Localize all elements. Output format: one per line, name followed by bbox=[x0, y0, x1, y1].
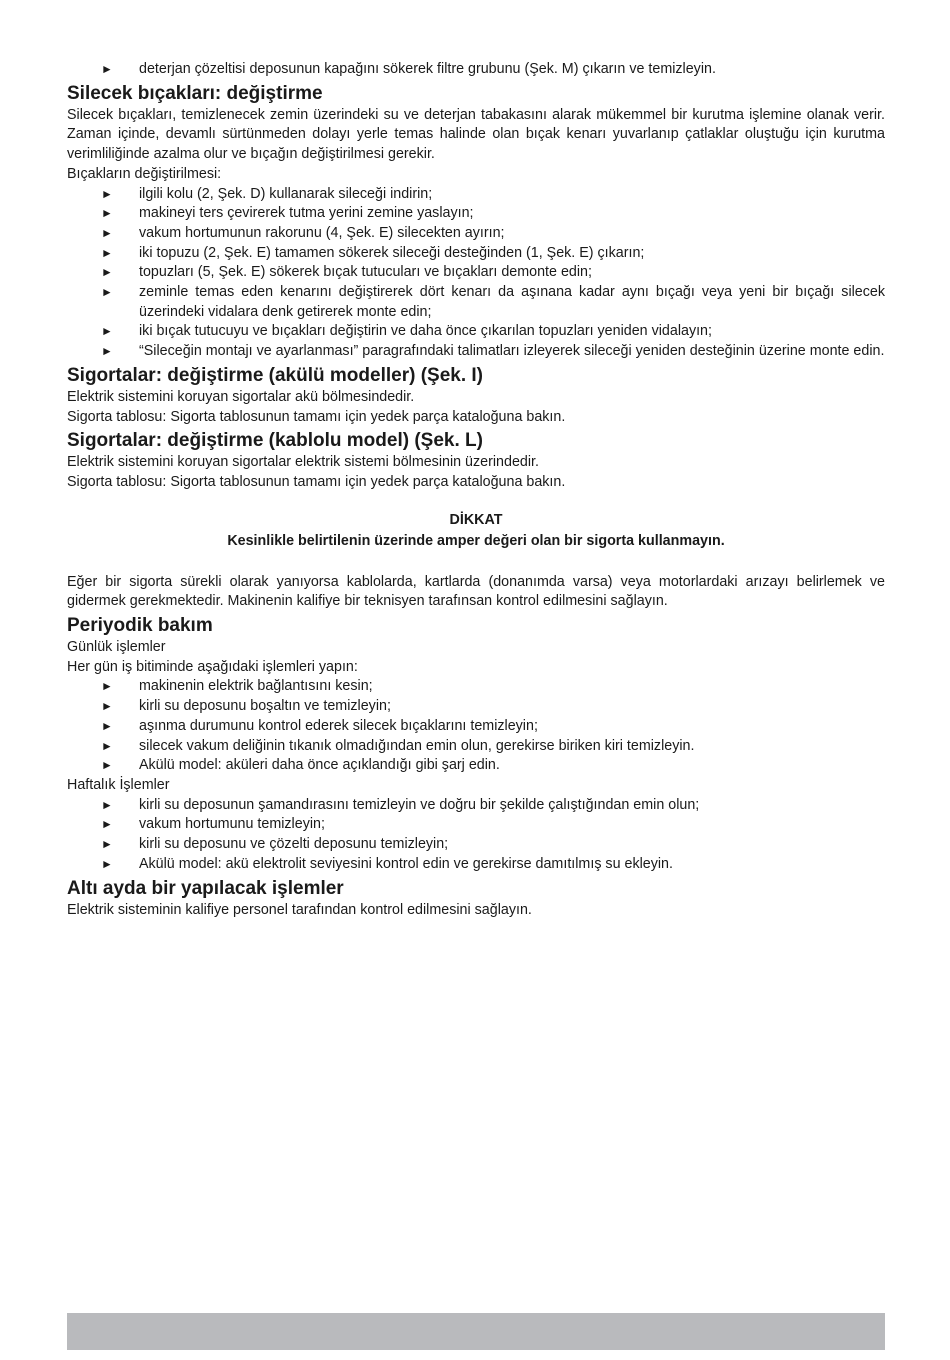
section-heading-periodic: Periyodik bakım bbox=[67, 615, 213, 637]
warning-notice bbox=[67, 510, 885, 552]
list-item bbox=[67, 263, 885, 283]
list-item bbox=[67, 185, 885, 205]
fuses-battery-line2: Sigorta tablosu: Sigorta tablosunun tamamı için yedek parça kataloğuna bakın. bbox=[67, 408, 566, 425]
daily-intro: Her gün iş bitiminde aşağıdaki işlemleri yapın: bbox=[67, 658, 358, 675]
arrow-bullet-icon: ► bbox=[101, 324, 113, 339]
bullet-text: Akülü model: akü elektrolit seviyesini kontrol edin ve gerekirse damıtılmış su ekleyin. bbox=[139, 855, 673, 872]
list-item bbox=[67, 224, 885, 244]
arrow-bullet-icon: ► bbox=[101, 186, 113, 201]
arrow-bullet-icon: ► bbox=[101, 856, 113, 871]
arrow-bullet-icon: ► bbox=[101, 797, 113, 812]
list-item bbox=[67, 342, 885, 362]
bullet-text: topuzları (5, Şek. E) sökerek bıçak tutucuları ve bıçakları demonte edin; bbox=[139, 264, 592, 281]
list-item bbox=[67, 796, 885, 816]
list-item bbox=[67, 756, 885, 776]
list-item bbox=[67, 283, 885, 322]
bullet-text: vakum hortumunu temizleyin; bbox=[139, 816, 325, 833]
list-item bbox=[67, 322, 885, 342]
list-item bbox=[67, 737, 885, 757]
fuses-cable-line2: Sigorta tablosu: Sigorta tablosunun tamamı için yedek parça kataloğuna bakın. bbox=[67, 473, 566, 490]
bullet-text: kirli su deposunu ve çözelti deposunu temizleyin; bbox=[139, 836, 449, 853]
arrow-bullet-icon: ► bbox=[101, 62, 113, 76]
fuses-cable-line1: Elektrik sistemini koruyan sigortalar elektrik sistemi bölmesinin üzerindedir. bbox=[67, 454, 539, 471]
list-item bbox=[67, 244, 885, 264]
arrow-bullet-icon: ► bbox=[101, 718, 113, 733]
list-item bbox=[67, 677, 885, 697]
list-item bbox=[67, 204, 885, 224]
wiper-subheading: Bıçakların değiştirilmesi: bbox=[67, 165, 222, 182]
document-page bbox=[67, 60, 885, 920]
arrow-bullet-icon: ► bbox=[101, 225, 113, 240]
bullet-text: vakum hortumunun rakorunu (4, Şek. E) silecekten ayırın; bbox=[139, 224, 505, 241]
bullet-text: iki bıçak tutucuyu ve bıçakları değiştirin ve daha önce çıkarılan topuzları yeniden vidalayın; bbox=[139, 323, 712, 340]
weekly-tasks-list bbox=[67, 796, 885, 875]
arrow-bullet-icon: ► bbox=[101, 265, 113, 280]
list-item bbox=[67, 717, 885, 737]
footer-bar bbox=[67, 1313, 885, 1350]
arrow-bullet-icon: ► bbox=[101, 738, 113, 753]
arrow-bullet-icon: ► bbox=[101, 344, 113, 359]
daily-tasks-list bbox=[67, 677, 885, 776]
warning-title: DİKKAT bbox=[449, 511, 503, 528]
arrow-bullet-icon: ► bbox=[101, 837, 113, 852]
section-heading-fuses-battery: Sigortalar: değiştirme (akülü modeller) (Şek. I) bbox=[67, 364, 483, 386]
bullet-text: aşınma durumunu kontrol ederek silecek bıçaklarını temizleyin; bbox=[139, 717, 538, 734]
arrow-bullet-icon: ► bbox=[101, 285, 113, 300]
bullet-text: deterjan çözeltisi deposunun kapağını sökerek filtre grubunu (Şek. M) çıkarın ve temizleyin. bbox=[139, 61, 716, 77]
fuse-paragraph: Eğer bir sigorta sürekli olarak yanıyorsa kablolarda, kartlarda (donanımda varsa) veya motorlardaki arızayı belirlemek ve gidermek gerekmektedir. Makinenin kalifiye bir teknisyen tarafınsan kontrol edilmesini sağlayın. bbox=[67, 573, 885, 610]
bullet-text: iki topuzu (2, Şek. E) tamamen sökerek sileceği desteğinden (1, Şek. E) çıkarın; bbox=[139, 244, 645, 261]
arrow-bullet-icon: ► bbox=[101, 699, 113, 714]
fuses-battery-line1: Elektrik sistemini koruyan sigortalar akü bölmesindedir. bbox=[67, 388, 415, 405]
bullet-text: kirli su deposunu boşaltın ve temizleyin; bbox=[139, 698, 391, 715]
six-month-text: Elektrik sisteminin kalifiye personel tarafından kontrol edilmesini sağlayın. bbox=[67, 901, 532, 918]
arrow-bullet-icon: ► bbox=[101, 679, 113, 694]
bullet-text: Akülü model: aküleri daha önce açıklandığı gibi şarj edin. bbox=[139, 757, 500, 774]
arrow-bullet-icon: ► bbox=[101, 758, 113, 773]
list-item bbox=[67, 60, 885, 80]
bullet-text: ilgili kolu (2, Şek. D) kullanarak sileceği indirin; bbox=[139, 185, 433, 202]
section-heading-six-month: Altı ayda bir yapılacak işlemler bbox=[67, 877, 344, 899]
bullet-text: kirli su deposunun şamandırasını temizleyin ve doğru bir şekilde çalıştığından emin olun; bbox=[139, 796, 700, 813]
bullet-text: makinenin elektrik bağlantısını kesin; bbox=[139, 678, 373, 695]
section-heading-fuses-cable: Sigortalar: değiştirme (kablolu model) (Şek. L) bbox=[67, 430, 483, 452]
wiper-paragraph: Silecek bıçakları, temizlenecek zemin üzerindeki su ve deterjan tabakasını alarak mükemmel bir kurutma işlemine olanak verir. Zaman içinde, devamlı sürtünmeden dolayı yerle temas halinde olan bıçak kenarı yuvarlanıp çatlaklar oluştuğu için kurutma verimliliğinde azalma olur ve bıçağın değiştirilmesi gerekir. bbox=[67, 106, 885, 163]
bullet-text: zeminle temas eden kenarını değiştirerek dört kenarı da aşınana kadar aynı bıçağı veya yeni bir bıçağı silecek üzerindeki vidalara denk getirerek monte edin; bbox=[139, 284, 885, 320]
warning-text: Kesinlikle belirtilenin üzerinde amper değeri olan bir sigorta kullanmayın. bbox=[227, 532, 725, 549]
weekly-label: Haftalık İşlemler bbox=[67, 776, 170, 793]
list-item bbox=[67, 815, 885, 835]
bullet-text: makineyi ters çevirerek tutma yerini zemine yaslayın; bbox=[139, 205, 474, 222]
arrow-bullet-icon: ► bbox=[101, 817, 113, 832]
list-item bbox=[67, 835, 885, 855]
arrow-bullet-icon: ► bbox=[101, 206, 113, 221]
section-heading-wiper: Silecek bıçakları: değiştirme bbox=[67, 82, 323, 104]
wiper-steps-list bbox=[67, 185, 885, 362]
bullet-text: silecek vakum deliğinin tıkanık olmadığından emin olun, gerekirse biriken kiri temizleyin. bbox=[139, 737, 695, 754]
list-item bbox=[67, 855, 885, 875]
bullet-text: “Sileceğin montajı ve ayarlanması” paragrafındaki talimatları izleyerek sileceği yeniden desteğinin üzerine monte edin. bbox=[139, 343, 885, 360]
arrow-bullet-icon: ► bbox=[101, 245, 113, 260]
list-item bbox=[67, 697, 885, 717]
daily-label: Günlük işlemler bbox=[67, 639, 166, 656]
